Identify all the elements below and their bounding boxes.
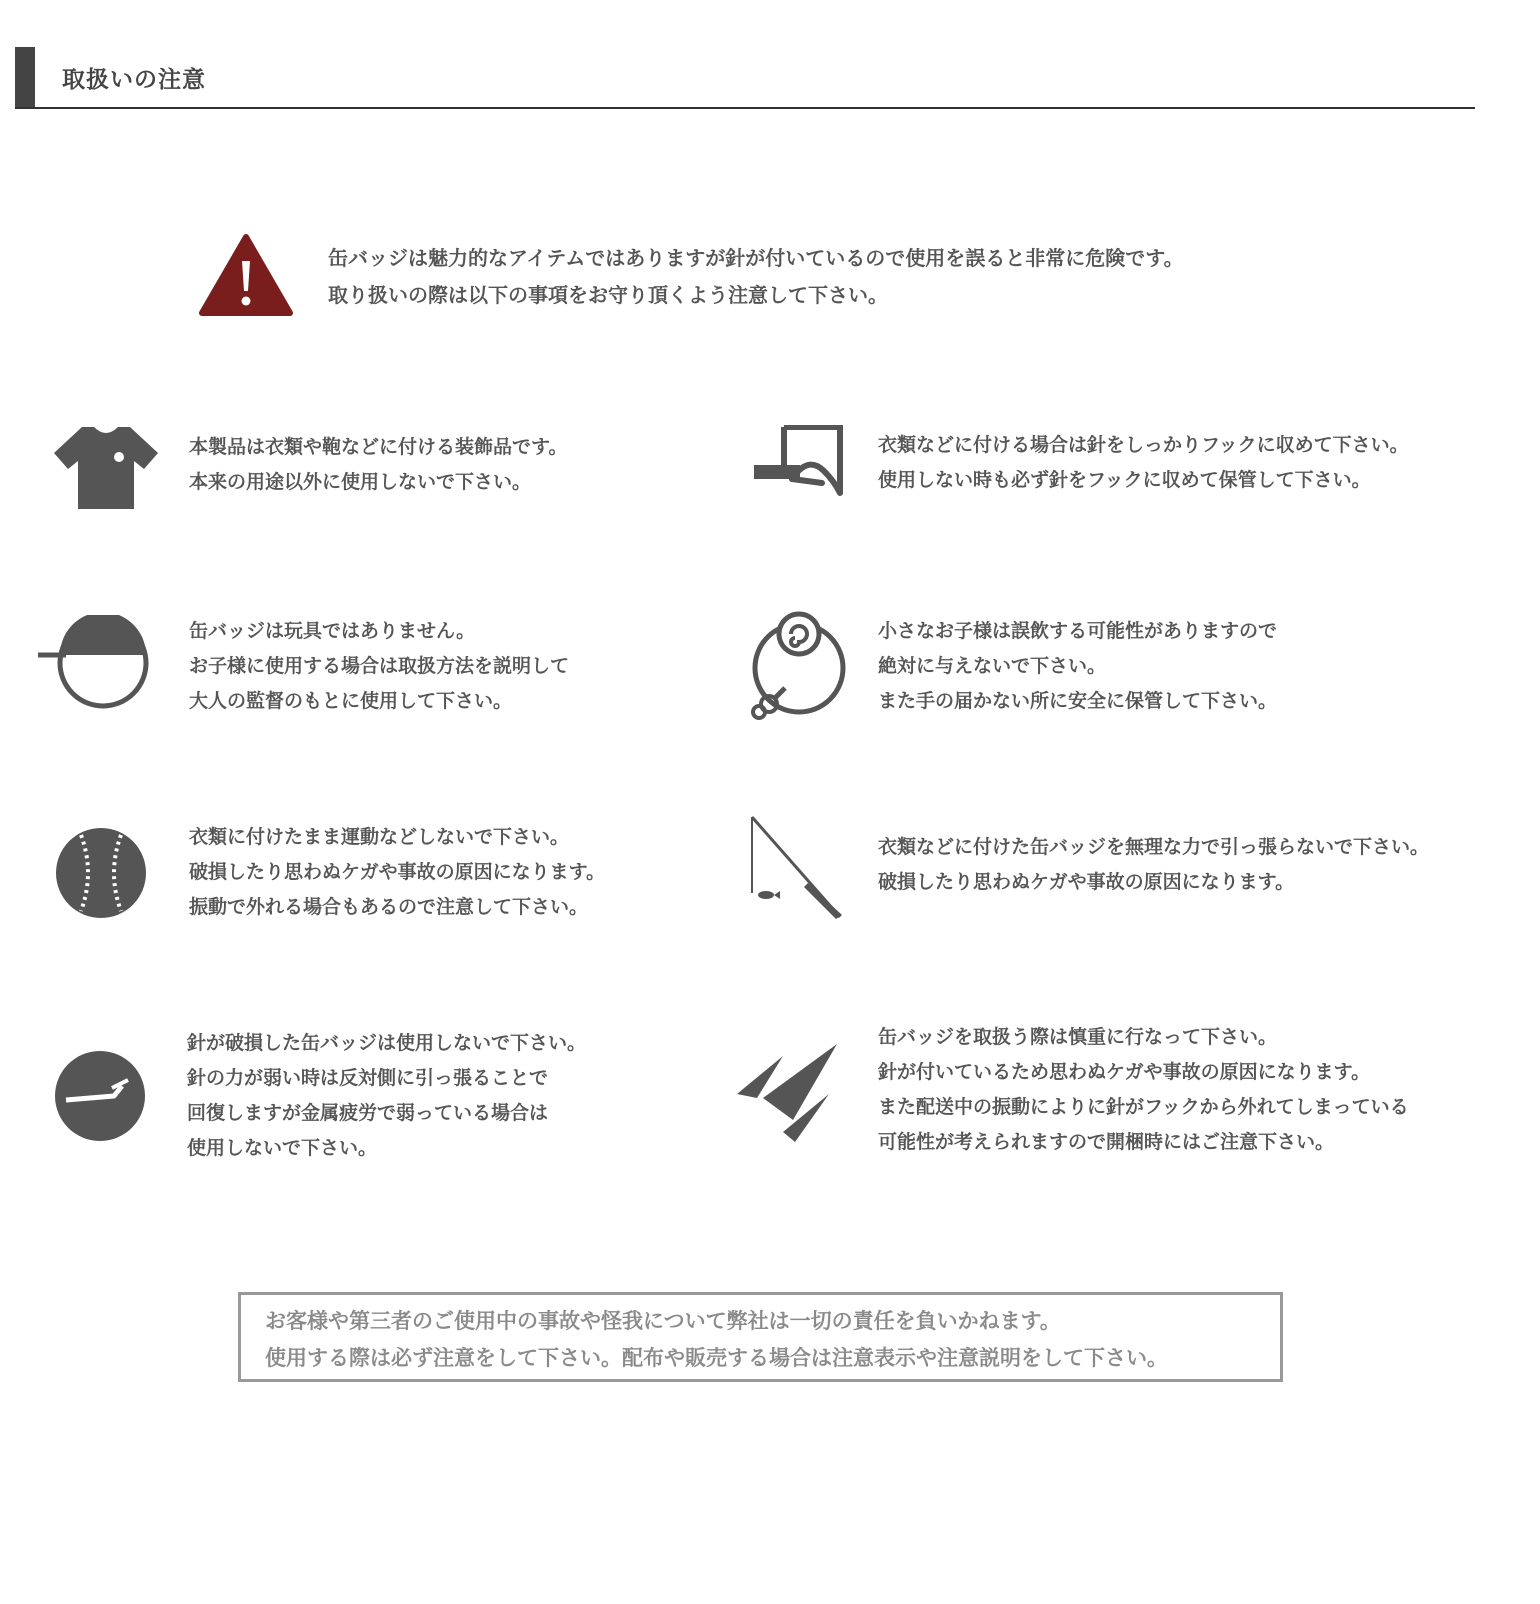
header-accent-bar	[15, 47, 35, 107]
item-line: 缶バッジを取扱う際は慎重に行なって下さい。	[878, 1026, 1278, 1048]
item-line: また手の届かない所に安全に保管して下さい。	[878, 690, 1278, 712]
disclaimer-box	[238, 1292, 1283, 1382]
item-line: 可能性が考えられますので開梱時にはご注意下さい。	[878, 1131, 1335, 1153]
item-line: 衣類に付けたまま運動などしないで下さい。	[189, 826, 570, 848]
item-line: 衣類などに付ける場合は針をしっかりフックに収めて下さい。	[878, 434, 1409, 456]
item-line: 針が付いているため思わぬケガや事故の原因になります。	[878, 1061, 1371, 1083]
tshirt-icon	[52, 425, 160, 515]
item-line: 針の力が弱い時は反対側に引っ張ることで	[187, 1067, 549, 1089]
item-line: 破損したり思わぬケガや事故の原因になります。	[189, 861, 606, 883]
disclaimer-text	[265, 1303, 1168, 1377]
item-line: 使用しないで下さい。	[187, 1137, 378, 1159]
fishing-rod-icon	[748, 815, 844, 925]
sharp-shards-icon	[733, 1040, 843, 1148]
item-line: 回復しますが金属疲労で弱っている場合は	[187, 1102, 549, 1124]
item-line: また配送中の振動によりに針がフックから外れてしまっている	[878, 1096, 1409, 1118]
disclaimer-line: 使用する際は必ず注意をして下さい。配布や販売する場合は注意表示や注意説明をして下さい。	[265, 1346, 1168, 1370]
item-line: 絶対に与えないで下さい。	[878, 655, 1107, 677]
warning-message	[328, 240, 1184, 314]
item-line: 使用しない時も必ず針をフックに収めて保管して下さい。	[878, 469, 1371, 491]
item-line: 本製品は衣類や鞄などに付ける装飾品です。	[189, 436, 568, 458]
item-line: 破損したり思わぬケガや事故の原因になります。	[878, 871, 1295, 893]
item-line: 缶バッジは玩具ではありません。	[189, 620, 476, 642]
baby-pacifier-icon	[745, 610, 847, 726]
item-line: 小さなお子様は誤飲する可能性がありますので	[878, 620, 1278, 642]
page-title: 取扱いの注意	[62, 67, 206, 93]
item-line: 本来の用途以外に使用しないで下さい。	[189, 471, 532, 493]
item-line: 衣類などに付けた缶バッジを無理な力で引っ張らないで下さい。	[878, 836, 1430, 858]
item-line: お子様に使用する場合は取扱方法を説明して	[189, 655, 570, 677]
warning-line: 缶バッジは魅力的なアイテムではありますが針が付いているので使用を誤ると非常に危険です。	[328, 246, 1184, 270]
item-line: 大人の監督のもとに使用して下さい。	[189, 690, 513, 712]
hook-icon	[752, 425, 848, 501]
item-line: 針が破損した缶バッジは使用しないで下さい。	[187, 1032, 587, 1054]
bent-pin-icon	[54, 1050, 146, 1146]
section-header	[15, 47, 1475, 109]
child-face-icon	[36, 615, 154, 715]
item-line: 振動で外れる場合もあるので注意して下さい。	[189, 896, 589, 918]
disclaimer-line: お客様や第三者のご使用中の事故や怪我について弊社は一切の責任を負いかねます。	[265, 1309, 1061, 1333]
warning-line: 取り扱いの際は以下の事項をお守り頂くよう注意して下さい。	[328, 283, 888, 307]
warning-icon	[198, 233, 294, 321]
baseball-icon	[55, 827, 147, 923]
